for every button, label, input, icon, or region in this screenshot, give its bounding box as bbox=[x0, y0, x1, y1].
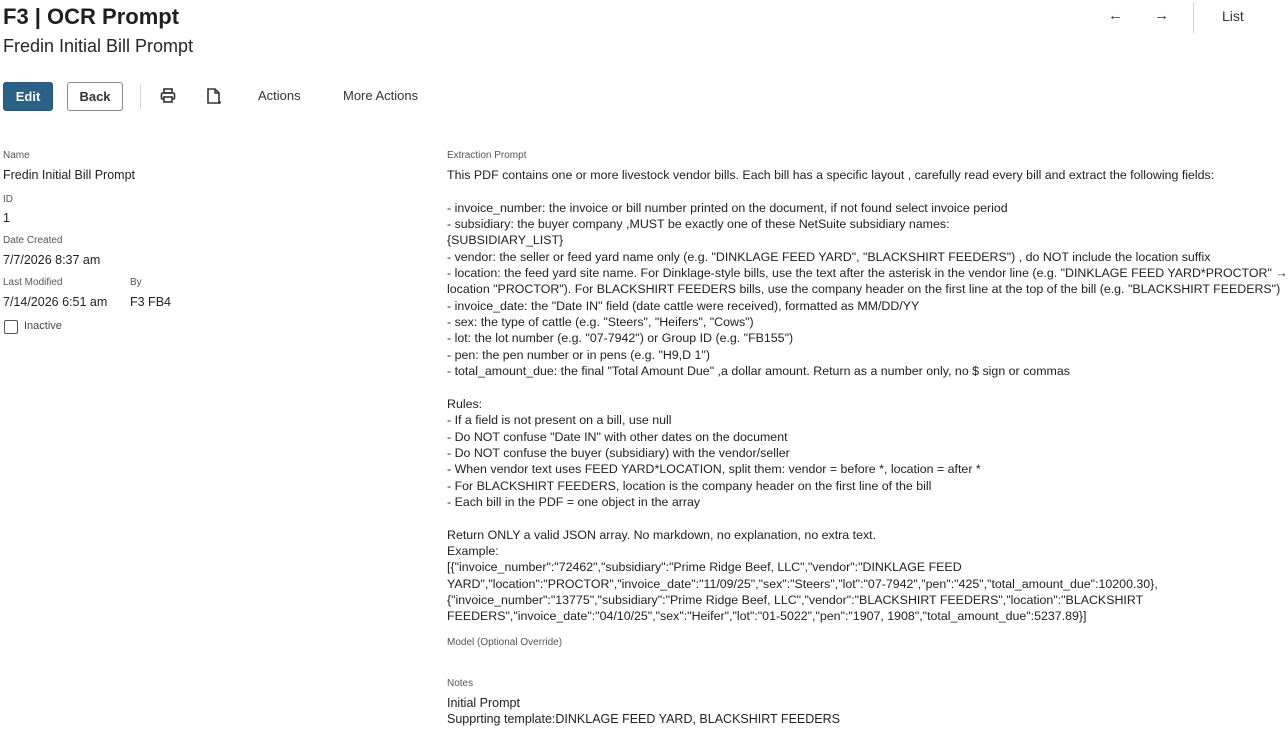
extraction-prompt-text: This PDF contains one or more livestock vendor bills. Each bill has a specific layout , carefully read every bill and extract the following fields: - invoice_number: the invoice or bill number printed on the document, if not found select invoice period - subsidiary: the buyer company ,MUST be exactly one of these NetSuite subsidiary names: {SUBSIDIARY_LIST} - vendor: the seller or feed yard name only (e.g. "DINKLAGE FEED YARD", "BLACKSHIRT FEEDERS") , do NOT include the location suffix - location: the feed yard site name. For Dinklage-style bills, use the text after the asterisk in the vendor line (e.g. "DINKLAGE FEED YARD*PROCTOR" → location "PROCTOR"). For BLACKSHIRT FEEDERS bills, use the company header on the first line at the top of the bill (e.g. "BLACKSHIRT FEEDERS") - invoice_date: the "Date IN" field (date cattle were received), formatted as MM/DD/YY - sex: the type of cattle (e.g. "Steers", "Heifers", "Cows") - lot: the lot number (e.g. "07-7942") or Group ID (e.g. "FB155") - pen: the pen number or in pens (e.g. "H9,D 1") - total_amount_due: the final "Total Amount Due" ,a dollar amount. Return as a number only, no $ sign or commas Rules: - If a field is not present on a bill, use null - Do NOT confuse "Date IN" with other dates on the document - Do NOT confuse the buyer (subsidiary) with the vendor/seller - When vendor text uses FEED YARD*LOCATION, split them: vendor = before *, location = after * - For BLACKSHIRT FEEDERS, location is the company header on the first line of the bill - Each bill in the PDF = one object in the array Return ONLY a valid JSON array. No markdown, no explanation, no extra text. Example: [{"invoice_number":"72462","subsidiary":"Prime Ridge Beef, LLC","vendor":"DINKLAGE FEED YARD","location":"PROCTOR","invoice_date":"11/09/25","sex":"Steers","lot":"07-7942","pen":"425","total_amount_due":10200.30}, {"invoice_number":"13775","subsidiary":"Prime Ridge Beef, LLC","vendor":"BLACKSHIRT FEEDERS","location":"BLACKSHIRT FEEDERS","invoice_date":"04/10/25","sex":"Heifer","lot":"01-5022","pen":"1907, 1908","total_amount_due":5237.89}] bbox=[447, 168, 1288, 624]
previous-record-arrow-icon[interactable]: ← bbox=[1108, 7, 1123, 24]
date-created-label: Date Created bbox=[3, 235, 63, 246]
name-value: Fredin Initial Bill Prompt bbox=[3, 168, 135, 182]
notes-line-2: Supprting template:DINKLAGE FEED YARD, BLACKSHIRT FEEDERS bbox=[447, 712, 840, 726]
id-label: ID bbox=[3, 194, 13, 205]
extraction-prompt-label: Extraction Prompt bbox=[447, 150, 527, 161]
back-button[interactable]: Back bbox=[67, 82, 123, 111]
name-label: Name bbox=[3, 150, 30, 161]
page-header bbox=[0, 0, 1244, 70]
more-actions-menu[interactable]: More Actions bbox=[343, 88, 419, 103]
modified-by-value: F3 FB4 bbox=[130, 295, 171, 309]
notes-line-1: Initial Prompt bbox=[447, 696, 520, 710]
model-override-label: Model (Optional Override) bbox=[447, 637, 563, 648]
modified-by-label: By bbox=[130, 277, 142, 288]
record-toolbar bbox=[0, 82, 1240, 112]
id-value: 1 bbox=[3, 211, 10, 225]
edit-button[interactable]: Edit bbox=[3, 82, 53, 111]
page-title: F3 | OCR Prompt bbox=[3, 4, 180, 29]
new-document-icon[interactable] bbox=[205, 87, 225, 107]
record-subtitle: Fredin Initial Bill Prompt bbox=[3, 36, 194, 56]
inactive-checkbox[interactable] bbox=[4, 320, 18, 334]
toolbar-divider bbox=[140, 85, 141, 109]
actions-menu[interactable]: Actions bbox=[258, 88, 301, 103]
notes-label: Notes bbox=[447, 678, 474, 689]
next-record-arrow-icon[interactable]: → bbox=[1154, 7, 1169, 24]
header-divider bbox=[1193, 2, 1194, 34]
last-modified-value: 7/14/2026 6:51 am bbox=[3, 295, 108, 309]
last-modified-label: Last Modified bbox=[3, 277, 63, 288]
list-link[interactable]: List bbox=[1222, 8, 1244, 24]
printer-icon[interactable] bbox=[159, 87, 179, 107]
inactive-label: Inactive bbox=[24, 320, 62, 332]
date-created-value: 7/7/2026 8:37 am bbox=[3, 253, 101, 267]
